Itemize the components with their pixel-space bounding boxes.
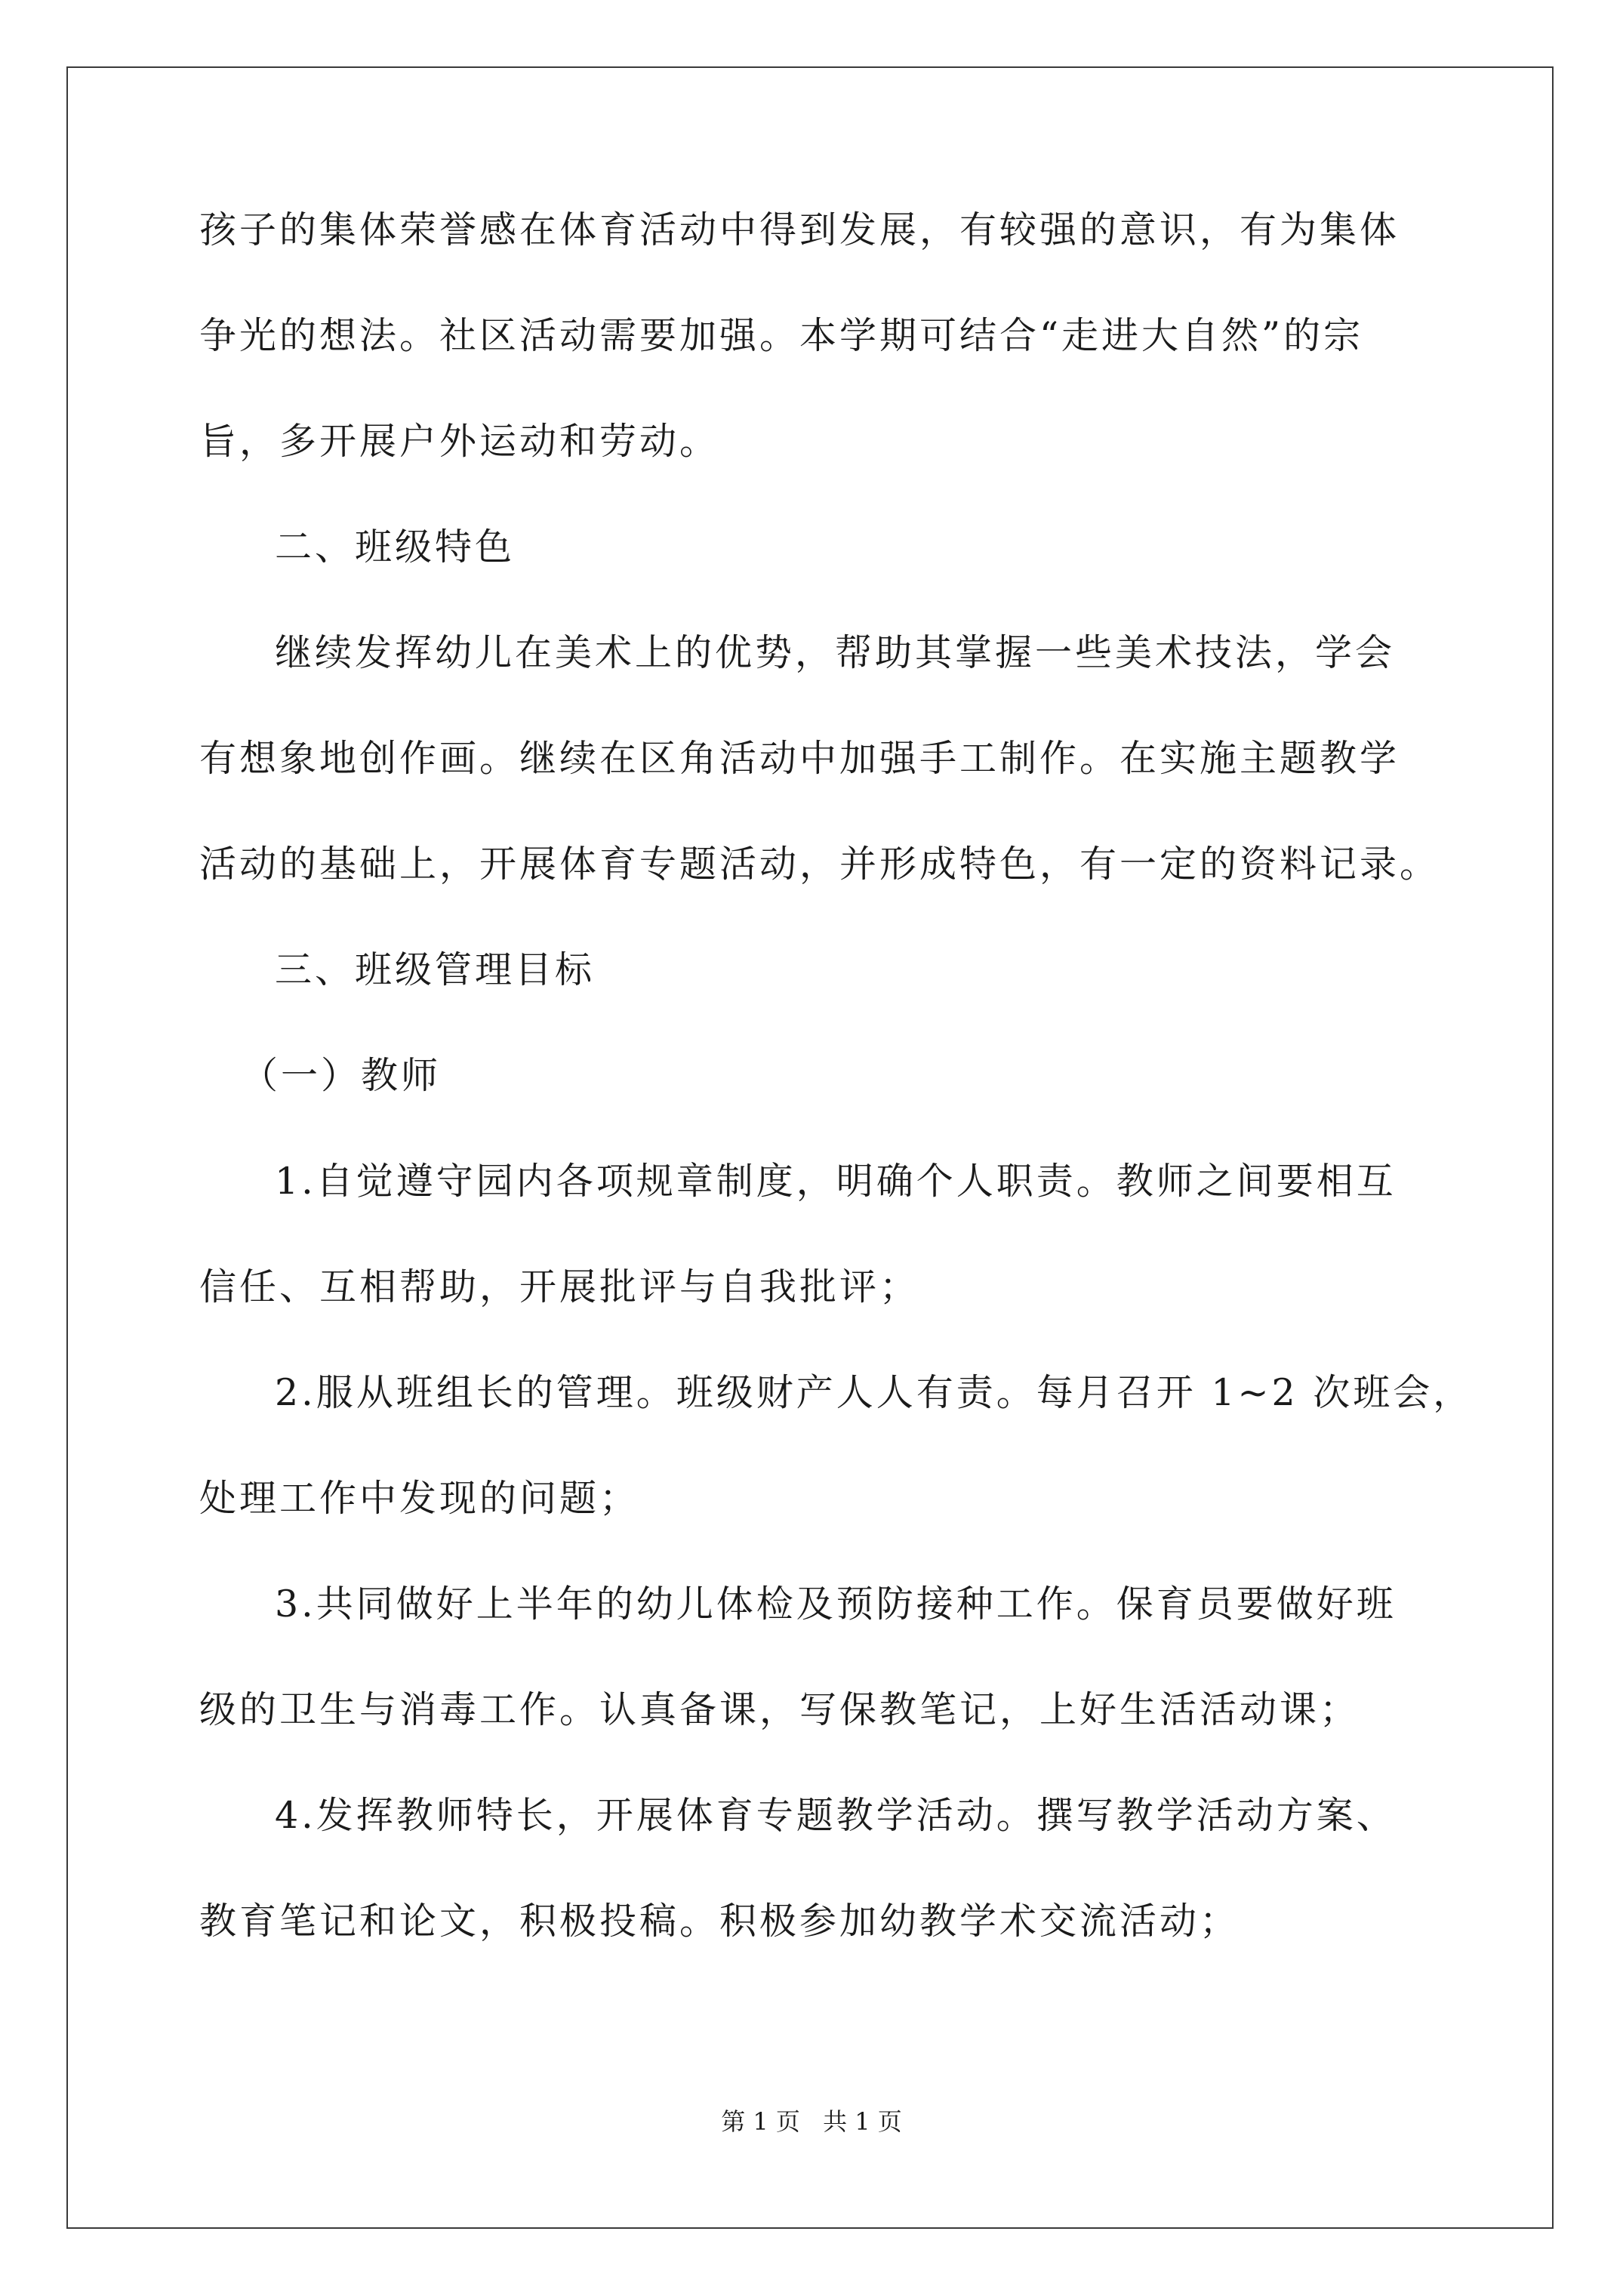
paragraph-line: 孩子的集体荣誉感在体育活动中得到发展，有较强的意识，有为集体 xyxy=(199,208,1400,251)
section-heading: 三、班级管理目标 xyxy=(275,948,596,991)
paragraph-line: 争光的想法。社区活动需要加强。本学期可结合“走进大自然”的宗 xyxy=(199,314,1364,357)
document-body xyxy=(199,208,1474,2008)
page-number: 第 1 页 xyxy=(721,2107,800,2136)
paragraph-line: 信任、互相帮助，开展批评与自我批评； xyxy=(199,1265,920,1308)
page-total: 共 1 页 xyxy=(823,2107,902,2136)
paragraph-line: 有想象地创作画。继续在区角活动中加强手工制作。在实施主题教学 xyxy=(199,737,1400,780)
subsection-heading: （一）教师 xyxy=(241,1054,442,1097)
paragraph-line: 继续发挥幼儿在美术上的优势，帮助其掌握一些美术技法，学会 xyxy=(275,631,1396,674)
section-heading: 二、班级特色 xyxy=(275,525,516,569)
list-item: 4.发挥教师特长，开展体育专题教学活动。撰写教学活动方案、 xyxy=(275,1794,1397,1837)
list-item: 1.自觉遵守园内各项规章制度，明确个人职责。教师之间要相互 xyxy=(275,1160,1397,1203)
paragraph-line: 处理工作中发现的问题； xyxy=(199,1477,640,1520)
paragraph-line: 旨，多开展户外运动和劳动。 xyxy=(199,420,720,463)
list-item: 3.共同做好上半年的幼儿体检及预防接种工作。保育员要做好班 xyxy=(275,1583,1397,1626)
paragraph-line: 活动的基础上，开展体育专题活动，并形成特色，有一定的资料记录。 xyxy=(199,843,1440,886)
paragraph-line: 级的卫生与消毒工作。认真备课，写保教笔记，上好生活活动课； xyxy=(199,1688,1360,1731)
paragraph-line: 教育笔记和论文，积极投稿。积极参加幼教学术交流活动； xyxy=(199,1900,1240,1943)
list-item: 2.服从班组长的管理。班级财产人人有责。每月召开 1~2 次班会， xyxy=(275,1371,1474,1414)
page-footer xyxy=(0,2106,1623,2137)
